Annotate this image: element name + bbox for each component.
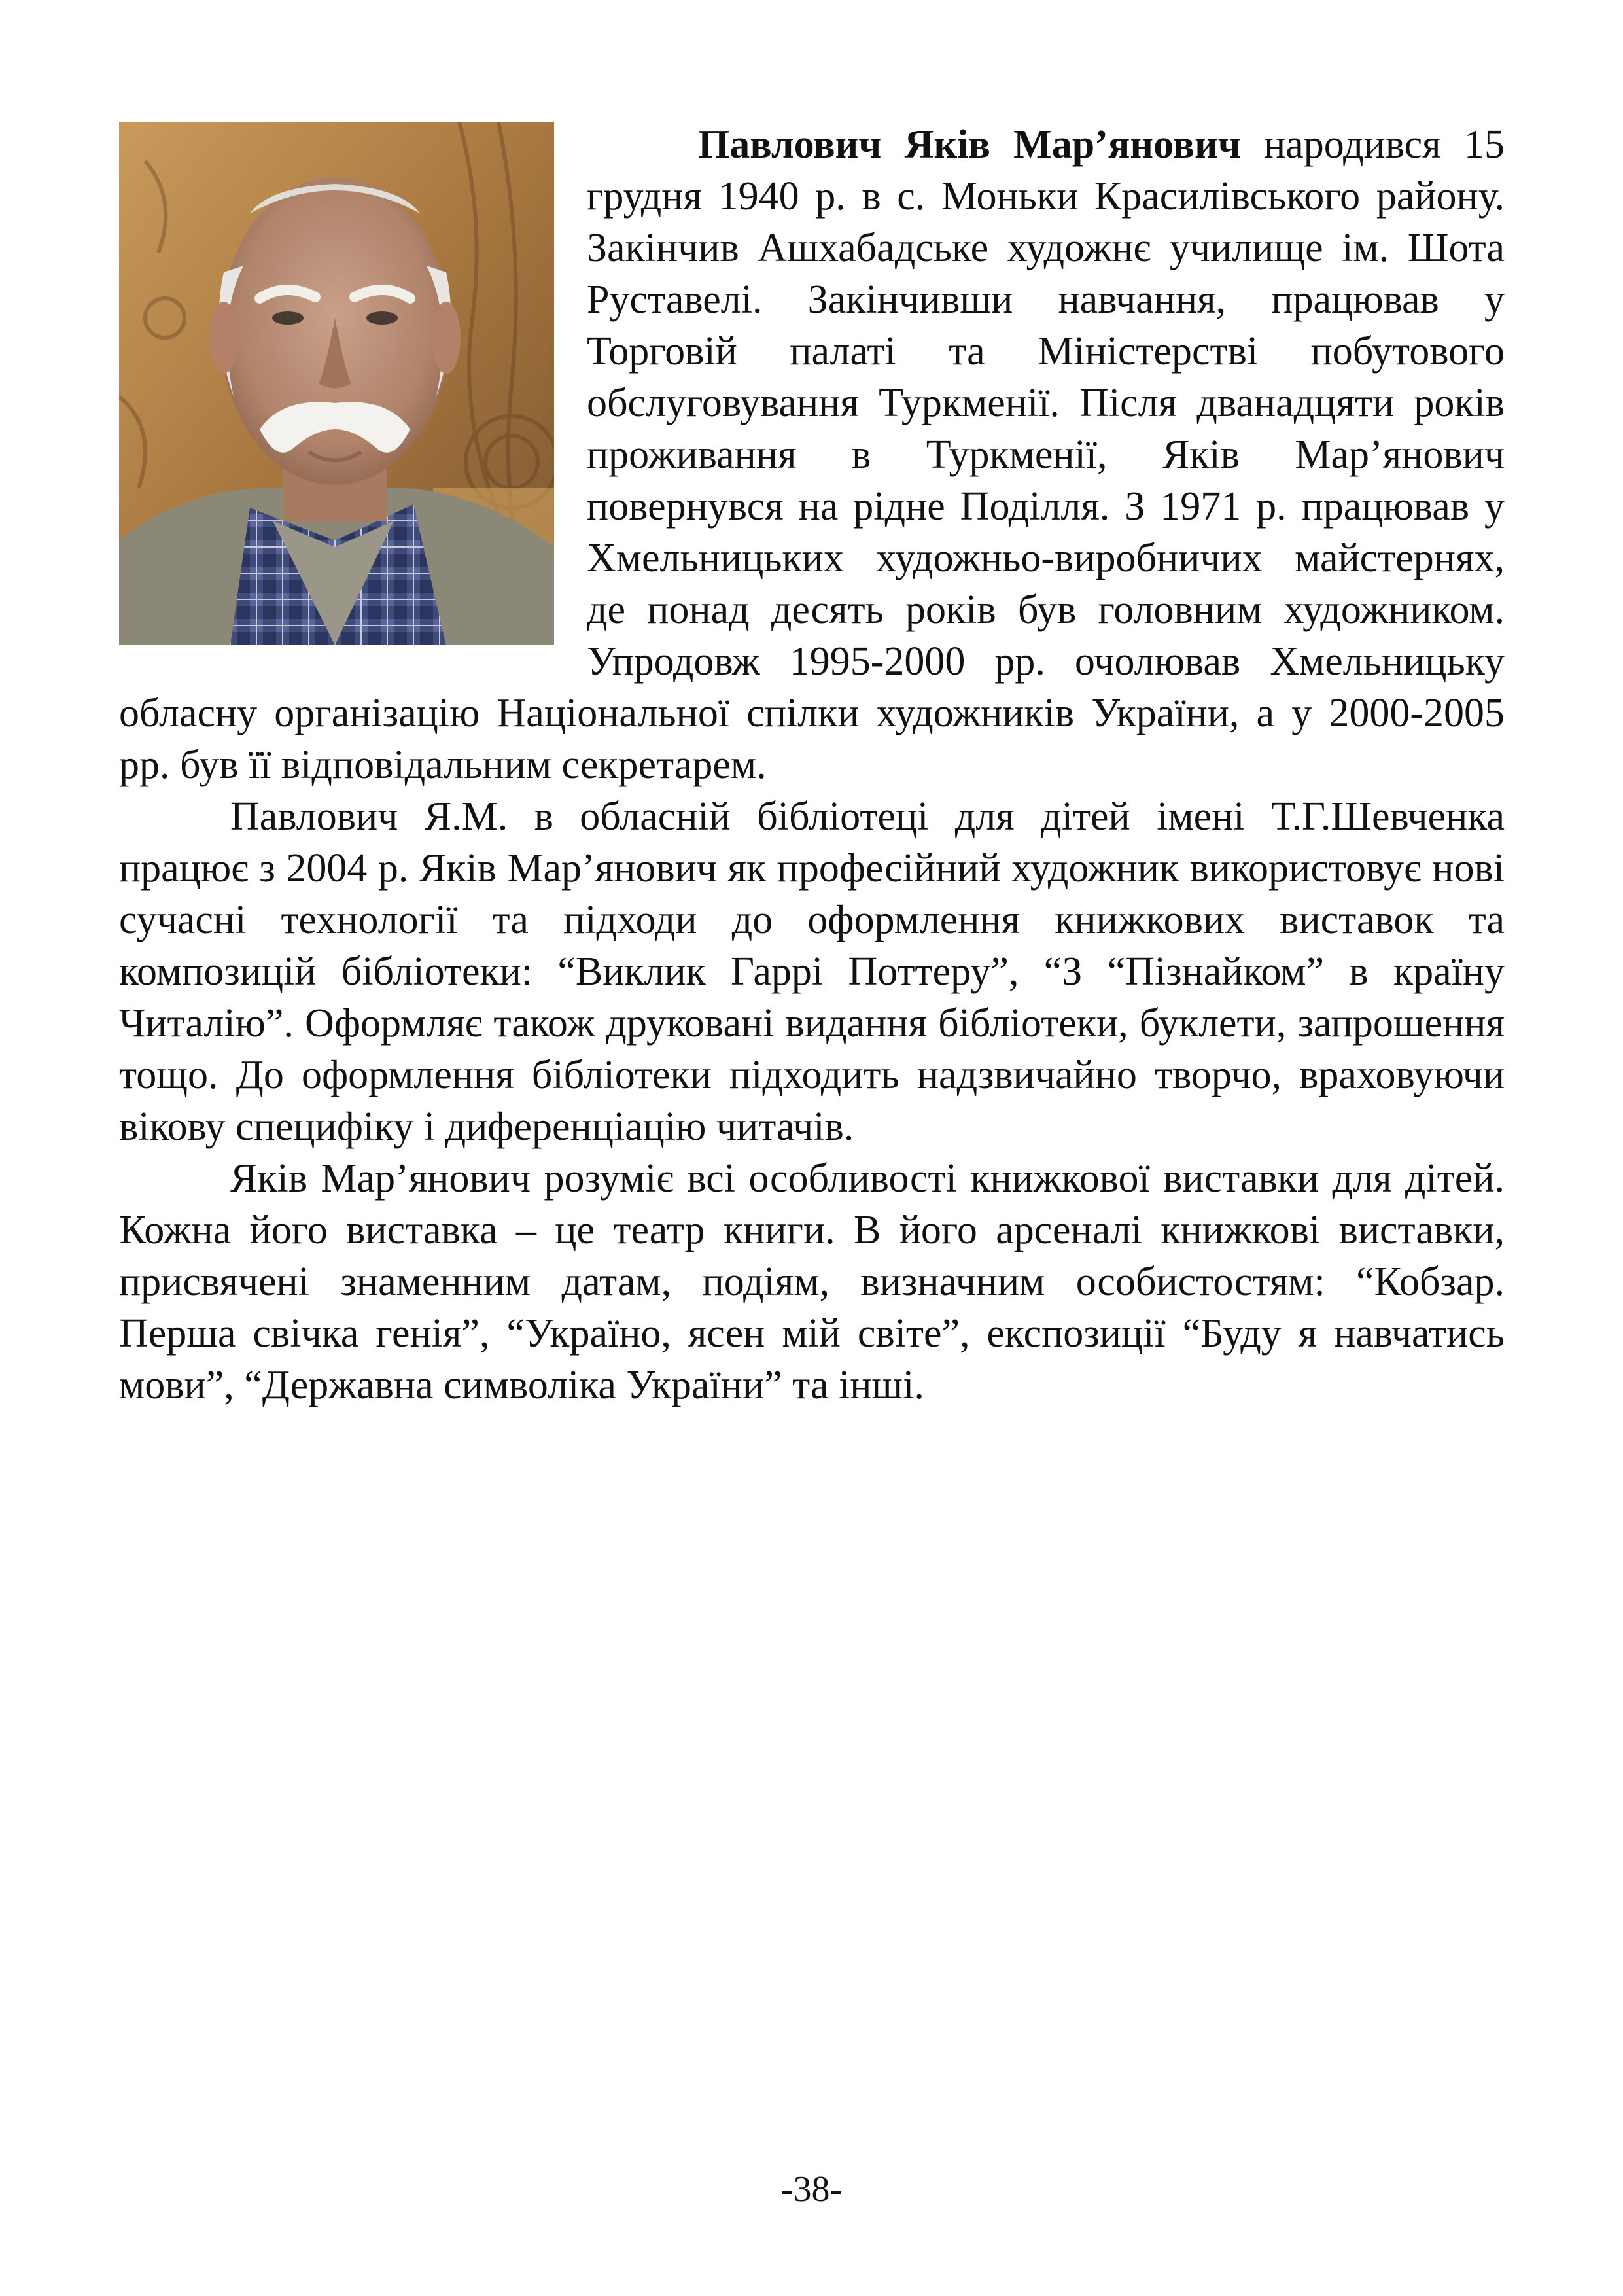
person-name: Павлович Яків Мар’янович [698,122,1241,167]
page-number: -38- [780,2169,843,2210]
bio-paragraph-2: Павлович Я.М. в обласній бібліотеці для дітей імені Т.Г.Шевченка працює з 2004 р. Яків Мар’янович як професійний художник використовує нові сучасні технології та підходи до оформлення книжкових виставок та композицій бібліотеки: “Виклик Гаррі Поттеру”, “З “Пізнайком” в країну Читалію”. Оформляє також друковані видання бібліотеки, буклети, запрошення тощо. До оформлення бібліотеки підходить надзвичайно творчо, враховуючи вікову специфіку і диференціацію читачів. [119,794,1505,1149]
bio-intro: народився 15 грудня 1940 р. в с. Моньки Красилівського району. Закінчив Ашхабадське художнє училище ім. Шота Руставелі. Закінчивши навчання, працював у Торговій палаті та Міністерстві побутового обслуговування Туркменії. Після дванадцяти років проживання в Туркменії, Яків Мар’янович повернувся на рідне Поділля. З 1971 р. працював у Хмельницьких художньо-виробничих майстернях, де понад десять років був головним художником. Упродовж 1995-2000 рр. очолював Хмельницьку обласну організацію Національної спілки художників України, а у 2000-2005 рр. був її відповідальним секретарем. [119,122,1505,787]
bio-paragraph-3: Яків Мар’янович розуміє всі особливості книжкової виставки для дітей. Кожна його виставка – це театр книги. В його арсеналі книжкові виставки, присвячені знаменним датам, подіям, визначним особистостям: “Кобзар. Перша свічка генія”, “Україно, ясен мій світе”, експозиції “Буду я навчатись мови”, “Державна символіка України” та інші. [119,1156,1505,1407]
portrait-photo [119,122,554,645]
page-content [119,119,1505,1411]
